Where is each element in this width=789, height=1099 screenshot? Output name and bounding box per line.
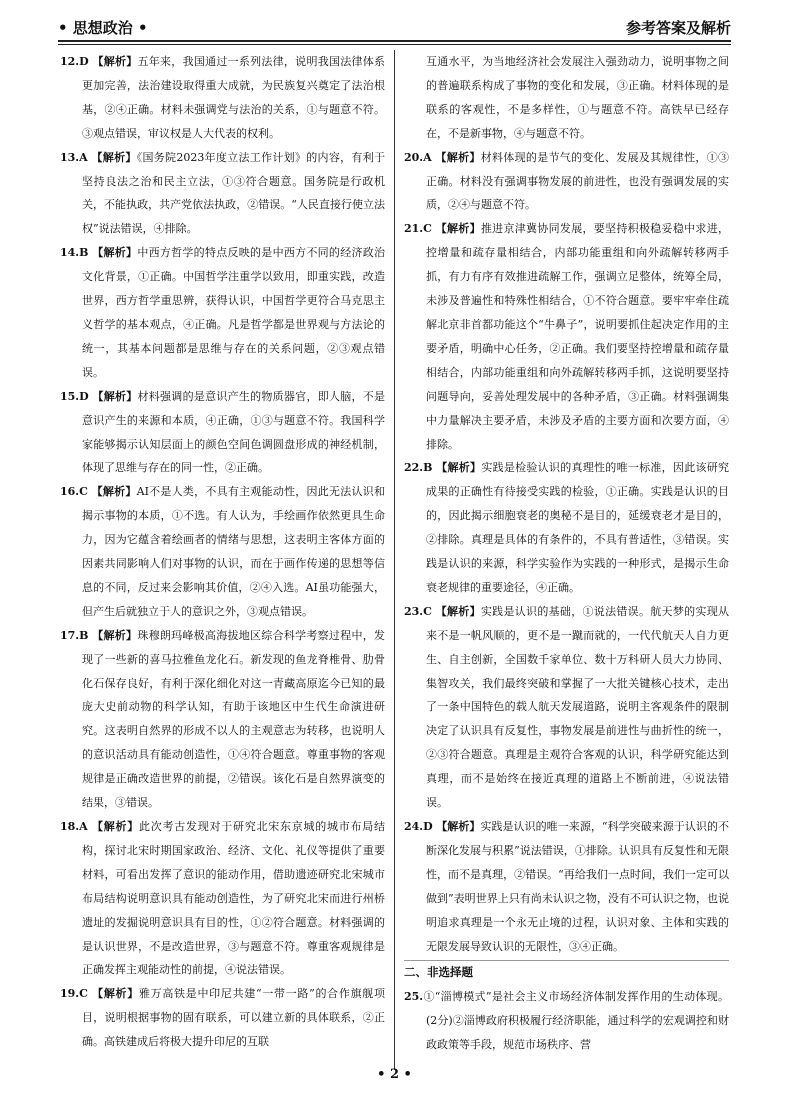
- answer-item-22: 22.B 【解析】实践是检验认识的真理性的唯一标准，因此该研究成果的正确性有待接受实践的检验，①正确。实践是认识的目的，因此揭示细胞衰老的奥秘不是目的，延缓衰老才是目的，②排除。真理是具体的有条件的，不具有普适性，③错误。实践是认识的来源，科学实验作为实践的一种形式，是揭示生命衰老规律的重要途径，④正确。: [404, 461, 730, 594]
- answer-item-24: 24.D 【解析】实践是认识的唯一来源，“科学突破来源于认识的不断深化发展与积累”说法错误，①排除。认识具有反复性和无限性，而不是真理，②错误。“再给我们一点时间，我们一定可以做到”表明世界上只有尚未认识之物，没有不可认识之物，也说明追求真理是一个永无止境的过程，认识对象、主体和实践的无限发展导致认识的无限性，③④正确。: [404, 820, 730, 953]
- subject-label: • 思想政治 •: [58, 19, 148, 37]
- header-rule: [58, 40, 731, 42]
- answer-item-23: 23.C 【解析】实践是认识的基础，①说法错误。航天梦的实现从来不是一帆风顺的，更不是一蹴而就的，一代代航天人自力更生、自主创新，全国数千家单位、数十万科研人员大力协同、集智攻关，我们最终突破和掌握了一大批关键核心技术，走出了一条中国特色的载人航天发展道路，说明主客观条件的限制决定了认识具有反复性，事物发展是前进性与曲折性的统一，②③符合题意。真理是主观符合客观的认识，科学研究能达到真理，而不是始终在接近真理的道路上不断前进，④说法错误。: [404, 604, 730, 810]
- answer-item-25: 25.①“淄博模式”是社会主义市场经济体制发挥作用的生动体现。(2分)②淄博政府积极履行经济职能，通过科学的宏观调控和财政政策等手段，规范市场秩序、营: [404, 990, 729, 1052]
- answer-item-12: 12.D 【解析】五年来，我国通过一系列法律，说明我国法律体系更加完善，法治建设取得重大成就，为民族复兴奠定了法治根基，②④正确。材料未强调党与法治的关系，①与题意不符。③观点错误，审议权是人大代表的权利。: [60, 55, 386, 140]
- answer-item-20: 20.A 【解析】材料体现的是节气的变化、发展及其规律性，①③正确。材料没有强调事物发展的前进性，也没有强调发展的实质，②④与题意不符。: [404, 150, 730, 212]
- left-column: [60, 50, 385, 1054]
- right-column: [404, 50, 729, 1057]
- page-header: [58, 10, 731, 38]
- answer-item-17: 17.B 【解析】珠穆朗玛峰极高海拔地区综合科学考察过程中，发现了一些新的喜马拉雅鱼龙化石。新发现的鱼龙脊椎骨、肋骨化石保存良好，有利于深化细化对这一青藏高原迄今已知的最庞大史前动物的科学认知，有助于该地区中生代生命演进研究。这表明自然界的形成不以人的主观意志为转移，也说明人的意识活动具有能动创造性，①④符合题意。尊重事物的客观规律是正确改造世界的前提，②错误。该化石是自然界演变的结果，③错误。: [60, 628, 386, 810]
- page-number: • 2 •: [377, 1067, 412, 1082]
- answer-item-21: 21.C 【解析】推进京津冀协同发展，要坚持积极稳妥稳中求进，控增量和疏存量相结合，内部功能重组和向外疏解转移两手抓，有力有序有效推进疏解工作，强调立足整体，统筹全局，未涉及普遍性和特殊性相结合，①不符合题意。要牢牢牵住疏解北京非首都功能这个“牛鼻子”，说明要抓住起决定作用的主要矛盾，明确中心任务，②正确。我们要坚持控增量和疏存量相结合，内部功能重组和向外疏解转移两手抓，这说明要坚持问题导向，妥善处理发展中的各种矛盾，③正确。材料强调集中力量解决主要矛盾，未涉及矛盾的主要方面和次要方面，④排除。: [404, 222, 730, 451]
- answer-item-19-continued: 互通水平，为当地经济社会发展注入强劲动力，说明事物之间的普遍联系构成了事物的变化和发展，③正确。材料体现的是联系的客观性，不是多样性，①与题意不符。高铁早已经存在，不是新事物，④与题意不符。: [426, 55, 729, 140]
- answer-item-16: 16.C 【解析】AI不是人类，不具有主观能动性，因此无法认识和揭示事物的本质，①不选。有人认为，手绘画作依然更具生命力，因为它蕴含着绘画者的情绪与思想，这表明主客体方面的因素共同影响人们对事物的认识，而在于画作传递的思想等信息的不同，反过来会影响其价值，②④入选。AI虽功能强大，但产生后就独立于人的意识之外，③观点错误。: [60, 485, 385, 618]
- column-divider: [394, 50, 395, 1070]
- answer-item-14: 14.B 【解析】中西方哲学的特点反映的是中西方不同的经济政治文化背景，①正确。中国哲学注重学以致用，即重实践，改造世界，西方哲学重思辨，获得认识，中国哲学更符合马克思主义哲学的基本观点，④正确。凡是哲学都是世界观与方法论的统一，其基本问题都是思维与存在的关系问题，②③观点错误。: [60, 246, 386, 379]
- answer-item-18: 18.A 【解析】此次考古发现对于研究北宋东京城的城市布局结构，探讨北宋时期国家政治、经济、文化、礼仪等提供了重要材料，可看出发挥了意识的能动作用，借助遗迹研究北宋城市布局结构说明意识具有能动创造性，为了研究北宋而进行州桥遗址的发掘说明意识具有目的性，①②符合题意。材料强调的是认识世界，不是改造世界，③与题意不符。尊重客观规律是正确发挥主观能动性的前提，④说法错误。: [60, 820, 386, 977]
- header-rule-thin: [58, 44, 731, 45]
- answer-item-15: 15.D 【解析】材料强调的是意识产生的物质器官，即人脑，不是意识产生的来源和本质，④正确，①③与题意不符。我国科学家能够揭示认知层面上的颜色空间色调圆盘形成的神经机制，体现了思维与存在的同一性，②正确。: [60, 389, 386, 475]
- answer-item-19: 19.C 【解析】雅万高铁是中印尼共建“一带一路”的合作旗舰项目，说明根据事物的固有联系，可以建立新的具体联系，②正确。高铁建成后将极大提升印尼的互联: [60, 987, 385, 1049]
- answer-item-13: 13.A 【解析】《国务院2023年度立法工作计划》的内容，有利于坚持良法之治和民主立法，①③符合题意。国务院是行政机关，不能执政，共产党依法执政，②错误。“人民直接行使立法权”说法错误，④排除。: [60, 150, 385, 236]
- section-title: 二、非选择题: [404, 960, 729, 985]
- header-title: 参考答案及解析: [625, 19, 731, 37]
